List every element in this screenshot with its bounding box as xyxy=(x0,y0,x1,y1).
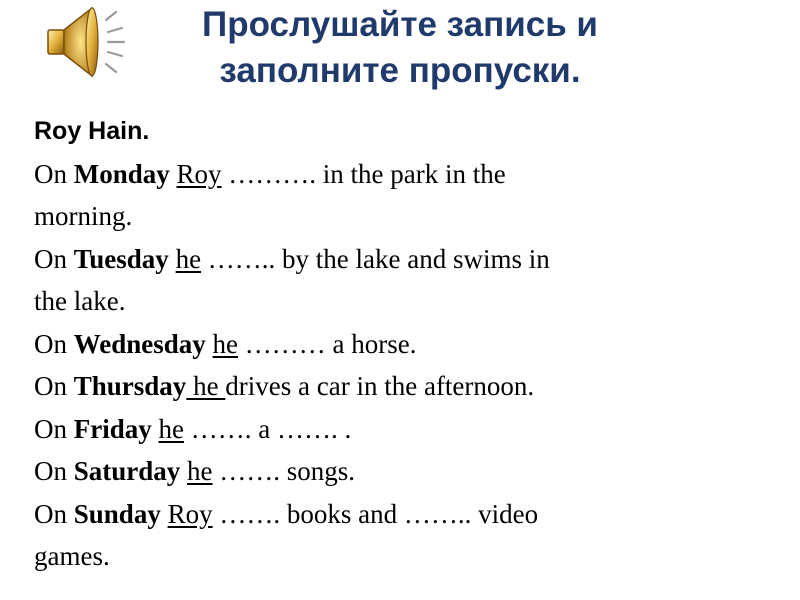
text-line: On Sunday Roy ……. books and …….. video xyxy=(34,498,539,529)
day-name: Monday xyxy=(73,158,170,189)
day-name: Wednesday xyxy=(73,328,206,359)
day-name: Sunday xyxy=(73,498,161,529)
title-line-2: заполните пропуски. xyxy=(219,51,581,90)
page-title xyxy=(120,2,680,94)
day-name: Friday xyxy=(73,413,152,444)
subject: he xyxy=(158,413,184,444)
subject: he xyxy=(186,371,226,401)
subject: Roy xyxy=(176,158,222,189)
text-line: On Tuesday he …….. by the lake and swims in xyxy=(34,243,550,274)
subject: he xyxy=(187,456,213,486)
exercise-text xyxy=(34,110,774,578)
text-line: On Monday Roy ………. in the park in the xyxy=(34,158,506,189)
subject: he xyxy=(212,328,239,359)
day-name: Thursday xyxy=(73,371,187,401)
speaker-sound-icon[interactable] xyxy=(42,2,128,82)
text-line: On Friday he ……. a ……. . xyxy=(34,413,352,444)
text-line: On Wednesday he ……… a horse. xyxy=(34,328,417,359)
day-name: Tuesday xyxy=(73,243,169,274)
text-line: morning. xyxy=(34,201,133,231)
subject: he xyxy=(175,243,202,274)
text-heading: Roy Hain. xyxy=(34,117,150,145)
text-line: On Thursday he drives a car in the afternoon. xyxy=(34,371,535,401)
text-line: the lake. xyxy=(34,286,126,316)
subject: Roy xyxy=(167,498,213,529)
day-name: Saturday xyxy=(73,456,181,486)
text-line: games. xyxy=(34,541,110,571)
title-line-1: Прослушайте запись и xyxy=(202,5,598,44)
text-line: On Saturday he ……. songs. xyxy=(34,456,356,486)
